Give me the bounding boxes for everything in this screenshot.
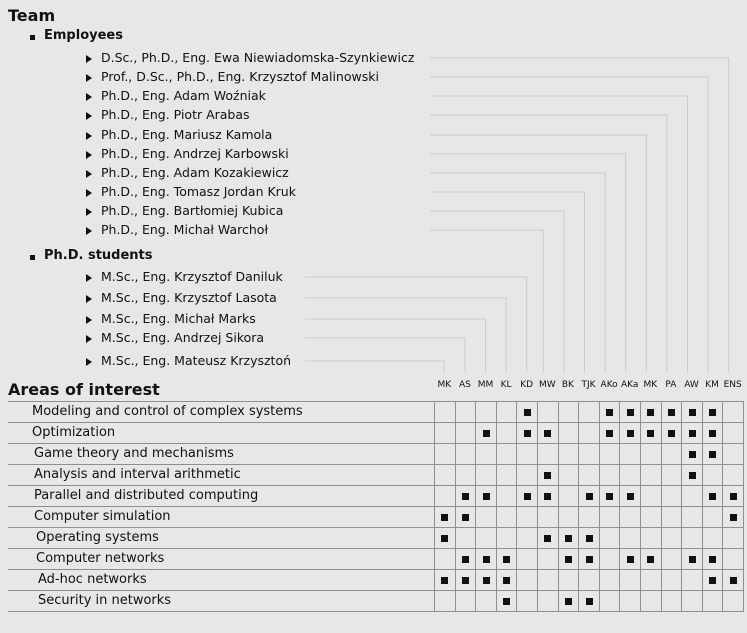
interest-mark <box>689 472 696 479</box>
column-header: BK <box>561 380 574 390</box>
interest-mark <box>483 577 490 584</box>
employee-name: Ph.D., Eng. Piotr Arabas <box>101 107 250 122</box>
grid-cell <box>496 401 518 423</box>
interest-mark <box>689 451 696 458</box>
column-header: PA <box>665 380 677 390</box>
interest-mark <box>544 493 551 500</box>
connector-line <box>430 154 626 372</box>
column-header: TJK <box>581 380 596 390</box>
grid-cell <box>558 401 580 423</box>
interest-mark <box>689 556 696 563</box>
grid-cell <box>599 464 621 486</box>
grid-cell <box>516 548 538 570</box>
grid-cell <box>455 464 477 486</box>
interest-mark <box>462 556 469 563</box>
grid-cell <box>640 485 662 507</box>
grid-cell <box>640 569 662 591</box>
grid-cell <box>599 527 621 549</box>
interest-mark <box>544 430 551 437</box>
interest-mark <box>483 556 490 563</box>
grid-cell <box>558 464 580 486</box>
grid-cell <box>599 548 621 570</box>
grid-cell <box>434 464 456 486</box>
row-divider <box>8 443 434 444</box>
row-divider <box>8 485 434 486</box>
connector-line <box>430 96 688 372</box>
interest-mark <box>606 430 613 437</box>
interest-mark <box>730 493 737 500</box>
grid-cell <box>455 401 477 423</box>
grid-cell <box>578 422 600 444</box>
grid-cell <box>599 590 621 612</box>
interest-mark <box>709 493 716 500</box>
connector-line <box>430 211 564 372</box>
interest-mark <box>689 409 696 416</box>
column-header: AKa <box>620 380 639 390</box>
interest-mark <box>565 598 572 605</box>
interest-mark <box>483 493 490 500</box>
grid-cell <box>640 443 662 465</box>
row-divider <box>8 527 434 528</box>
student-name: M.Sc., Eng. Andrzej Sikora <box>101 330 265 345</box>
grid-cell <box>475 464 497 486</box>
connector-line <box>430 135 646 372</box>
student-name: M.Sc., Eng. Mateusz Krzysztoń <box>101 353 292 368</box>
interest-mark <box>709 556 716 563</box>
interest-mark <box>462 493 469 500</box>
student-name: M.Sc., Eng. Krzysztof Daniluk <box>101 269 283 284</box>
interest-mark <box>524 493 531 500</box>
row-divider <box>8 569 434 570</box>
grid-cell <box>722 548 744 570</box>
area-label: Ad-hoc networks <box>38 572 147 587</box>
grid-cell <box>722 422 744 444</box>
interest-mark <box>586 556 593 563</box>
grid-cell <box>722 590 744 612</box>
grid-cell <box>455 422 477 444</box>
column-header: MK <box>643 380 658 390</box>
interest-mark <box>627 430 634 437</box>
grid-cell <box>722 401 744 423</box>
grid-cell <box>537 401 559 423</box>
team-heading: Team <box>8 6 56 25</box>
grid-cell <box>496 464 518 486</box>
grid-cell <box>640 590 662 612</box>
grid-cell <box>661 569 683 591</box>
employee-name: Prof., D.Sc., Ph.D., Eng. Krzysztof Malinowski <box>101 69 379 84</box>
grid-cell <box>496 527 518 549</box>
row-divider <box>8 506 434 507</box>
grid-cell <box>537 569 559 591</box>
connector-line <box>305 277 527 372</box>
grid-cell <box>681 590 703 612</box>
student-name: M.Sc., Eng. Krzysztof Lasota <box>101 290 277 305</box>
grid-cell <box>496 422 518 444</box>
interest-mark <box>441 514 448 521</box>
grid-cell <box>496 506 518 528</box>
grid-cell <box>537 590 559 612</box>
grid-cell <box>558 485 580 507</box>
grid-cell <box>619 443 641 465</box>
column-header: KL <box>500 380 512 390</box>
interest-mark <box>586 493 593 500</box>
column-header: AS <box>458 380 471 390</box>
employee-name: Ph.D., Eng. Michał Warchoł <box>101 222 268 237</box>
column-header: AKo <box>600 380 618 390</box>
column-header: AW <box>684 380 699 390</box>
grid-cell <box>516 569 538 591</box>
interest-mark <box>606 493 613 500</box>
area-label: Computer networks <box>36 551 165 566</box>
grid-cell <box>661 485 683 507</box>
interest-mark <box>627 409 634 416</box>
interest-mark <box>441 577 448 584</box>
grid-cell <box>702 527 724 549</box>
interest-mark <box>441 535 448 542</box>
grid-cell <box>619 569 641 591</box>
interest-mark <box>503 556 510 563</box>
grid-cell <box>619 527 641 549</box>
grid-cell <box>619 464 641 486</box>
grid-cell <box>558 443 580 465</box>
interest-mark <box>709 577 716 584</box>
interest-mark <box>524 430 531 437</box>
grid-cell <box>681 527 703 549</box>
grid-cell <box>578 464 600 486</box>
grid-cell <box>578 569 600 591</box>
interest-mark <box>483 430 490 437</box>
grid-cell <box>434 548 456 570</box>
employee-name: Ph.D., Eng. Tomasz Jordan Kruk <box>101 184 296 199</box>
interest-mark <box>544 472 551 479</box>
areas-heading: Areas of interest <box>8 380 160 399</box>
grid-cell <box>516 527 538 549</box>
employees-heading: Employees <box>44 28 123 43</box>
grid-cell <box>702 506 724 528</box>
grid-cell <box>681 506 703 528</box>
grid-cell <box>722 464 744 486</box>
grid-cell <box>578 401 600 423</box>
students-heading: Ph.D. students <box>44 248 153 263</box>
column-header: MK <box>437 380 452 390</box>
area-label: Parallel and distributed computing <box>34 488 259 503</box>
grid-cell <box>702 590 724 612</box>
connector-line <box>305 361 444 372</box>
connector-line <box>305 319 486 372</box>
interest-mark <box>462 577 469 584</box>
employee-name: Ph.D., Eng. Adam Kozakiewicz <box>101 165 289 180</box>
grid-cell <box>661 548 683 570</box>
row-divider <box>8 401 434 402</box>
grid-cell <box>537 506 559 528</box>
grid-cell <box>558 422 580 444</box>
column-header: ENS <box>723 380 742 390</box>
grid-cell <box>475 590 497 612</box>
interest-mark <box>709 430 716 437</box>
grid-cell <box>434 422 456 444</box>
column-header: MW <box>538 380 556 390</box>
row-divider <box>8 611 434 612</box>
grid-cell <box>516 443 538 465</box>
interest-mark <box>503 598 510 605</box>
grid-cell <box>578 443 600 465</box>
column-header: MM <box>477 380 494 390</box>
employee-name: Ph.D., Eng. Mariusz Kamola <box>101 127 273 142</box>
row-divider <box>8 590 434 591</box>
interest-mark <box>503 577 510 584</box>
grid-cell <box>640 527 662 549</box>
grid-cell <box>578 506 600 528</box>
interest-mark <box>586 535 593 542</box>
area-label: Computer simulation <box>34 509 171 524</box>
area-label: Operating systems <box>36 530 159 545</box>
connector-line <box>430 173 605 372</box>
connector-line <box>430 77 708 372</box>
row-divider <box>8 422 434 423</box>
area-label: Analysis and interval arithmetic <box>34 467 241 482</box>
grid-cell <box>661 443 683 465</box>
grid-cell <box>516 464 538 486</box>
grid-cell <box>516 506 538 528</box>
grid-cell <box>599 506 621 528</box>
row-divider <box>8 548 434 549</box>
employee-name: Ph.D., Eng. Adam Woźniak <box>101 88 266 103</box>
connector-line <box>305 338 465 372</box>
grid-cell <box>599 569 621 591</box>
grid-cell <box>475 401 497 423</box>
grid-cell <box>661 464 683 486</box>
interest-mark <box>709 409 716 416</box>
interest-mark <box>586 598 593 605</box>
grid-cell <box>722 443 744 465</box>
grid-cell <box>661 527 683 549</box>
grid-cell <box>558 569 580 591</box>
grid-cell <box>516 590 538 612</box>
employee-name: D.Sc., Ph.D., Eng. Ewa Niewiadomska-Szynkiewicz <box>101 50 415 65</box>
area-label: Modeling and control of complex systems <box>32 404 303 419</box>
grid-cell <box>434 401 456 423</box>
interest-mark <box>647 409 654 416</box>
interest-mark <box>565 535 572 542</box>
interest-mark <box>647 556 654 563</box>
interest-mark <box>689 430 696 437</box>
grid-cell <box>640 506 662 528</box>
grid-cell <box>681 485 703 507</box>
area-label: Security in networks <box>38 593 172 608</box>
grid-cell <box>475 443 497 465</box>
student-name: M.Sc., Eng. Michał Marks <box>101 311 256 326</box>
grid-cell <box>661 506 683 528</box>
grid-cell <box>496 443 518 465</box>
interest-mark <box>565 556 572 563</box>
interest-mark <box>606 409 613 416</box>
grid-cell <box>640 464 662 486</box>
grid-cell <box>619 506 641 528</box>
grid-cell <box>434 485 456 507</box>
grid-cell <box>475 506 497 528</box>
interest-mark <box>627 556 634 563</box>
grid-cell <box>455 443 477 465</box>
area-label: Game theory and mechanisms <box>34 446 234 461</box>
row-divider <box>8 464 434 465</box>
grid-cell <box>475 527 497 549</box>
area-label: Optimization <box>32 425 116 440</box>
grid-cell <box>702 464 724 486</box>
interest-mark <box>668 409 675 416</box>
grid-cell <box>434 443 456 465</box>
column-header: KM <box>705 380 719 390</box>
interest-mark <box>544 535 551 542</box>
interest-mark <box>647 430 654 437</box>
connector-line <box>430 58 729 372</box>
grid-cell <box>496 485 518 507</box>
column-header: KD <box>520 380 534 390</box>
grid-cell <box>661 590 683 612</box>
grid-cell <box>455 590 477 612</box>
grid-cell <box>434 590 456 612</box>
interest-mark <box>730 514 737 521</box>
grid-cell <box>722 527 744 549</box>
interest-mark <box>709 451 716 458</box>
employee-name: Ph.D., Eng. Bartłomiej Kubica <box>101 203 284 218</box>
grid-cell <box>558 506 580 528</box>
grid-cell <box>537 548 559 570</box>
interest-mark <box>730 577 737 584</box>
grid-cell <box>599 443 621 465</box>
connector-line <box>430 192 585 372</box>
grid-cell <box>681 569 703 591</box>
grid-cell <box>537 443 559 465</box>
interest-mark <box>668 430 675 437</box>
interest-mark <box>524 409 531 416</box>
grid-cell <box>619 590 641 612</box>
grid-cell <box>455 527 477 549</box>
employee-name: Ph.D., Eng. Andrzej Karbowski <box>101 146 289 161</box>
interest-mark <box>462 514 469 521</box>
interest-mark <box>627 493 634 500</box>
